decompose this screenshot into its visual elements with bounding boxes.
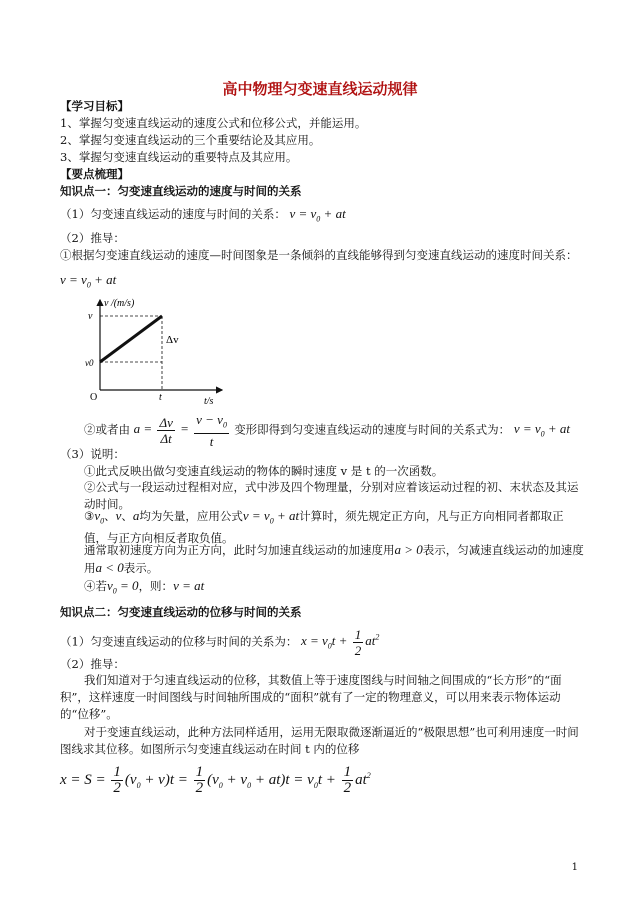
k2-displacement-relation — [60, 622, 380, 658]
velocity-time-graph — [82, 296, 232, 406]
k2-paragraph-2: 对于变速直线运动，此种方法同样适用，运用无限取微逐渐逼近的“极限思想”也可利用速度一时间图线求其位移。如图所示匀变速直线运动在时间 t 内的位移 — [60, 725, 579, 756]
k1-derivation-2-prefix: ②或者由 — [84, 422, 130, 437]
page-title: 高中物理匀变速直线运动规律 — [222, 80, 418, 98]
k1-note-3-text-b: 计算时，须先规定正方向，凡与正方向相同者都取正值，与正方向相反者取负值。 — [84, 509, 564, 545]
k1-velocity-relation — [60, 206, 346, 228]
points-header: 【要点梳理】 — [60, 167, 129, 181]
goal-item-1: 1、掌握匀变速直线运动的速度公式和位移公式，并能运用。 — [60, 116, 367, 130]
k1-derivation-1: ①根据匀变速直线运动的速度—时间图象是一条倾斜的直线能够得到匀变速直线运动的速度时间关系： — [60, 248, 578, 262]
k1-note-1: ①此式反映出做匀变速直线运动的物体的瞬时速度 v 是 t 的一次函数。 — [84, 464, 444, 478]
k1-note-2: ②公式与一段运动过程相对应，式中涉及四个物理量，分别对应着该运动过程的初、末状态及其运动时间。 — [84, 480, 579, 511]
graph-v-label: v — [88, 311, 93, 322]
knowledge-point-1-title: 知识点一：匀变速直线运动的速度与时间的关系 — [60, 184, 302, 198]
goal-item-2: 2、掌握匀变速直线运动的三个重要结论及其应用。 — [60, 133, 321, 147]
formula-area-derivation: x = S = $\frac{1}{2}$ $(v_0 + v)t$ = $\frac{1}{2}$ $(v_0 + v_0 + at)t = v_0t$ + $\frac{1}{2}$ $at^2$ — [60, 764, 371, 797]
knowledge-point-2-title: 知识点二：匀变速直线运动的位移与时间的关系 — [60, 605, 302, 619]
k1-velocity-relation-text: （1）匀变速直线运动的速度与时间的关系： — [60, 207, 286, 221]
k1-derivation-label: （2）推导： — [60, 231, 125, 245]
graph-x-axis-label: t/s — [204, 396, 214, 406]
goal-item-3: 3、掌握匀变速直线运动的重要特点及其应用。 — [60, 150, 298, 164]
formula-displacement: $x = v_0t$ + $\frac{1}{2}$ $at^2$ — [300, 626, 380, 658]
graph-v0-label: v0 — [85, 358, 94, 368]
graph-origin-label: O — [90, 392, 98, 403]
graph-t-label: t — [159, 392, 162, 403]
k1-derivation-2-text: 变形即得到匀变速直线运动的速度与时间的关系式为： — [234, 422, 511, 437]
k1-note-4: 通常取初速度方向为正方向，此时匀加速直线运动的加速度用a > 0表示，匀减速直线运动的加速度用a < 0表示。 — [84, 542, 584, 575]
k1-note-4-text-a: 通常取初速度方向为正方向，此时匀加速直线运动的加速度用 — [84, 543, 395, 557]
formula-v-equals-v0-plus-at-2: $v = v_0$ + at — [60, 272, 117, 290]
graph-delta-v-label: Δv — [166, 334, 179, 346]
k1-derivation-2 — [84, 412, 571, 449]
goals-header: 【学习目标】 — [60, 99, 129, 113]
formula-v-equals-v0-plus-at-3: $v = v_0$ + at — [513, 421, 571, 439]
k2-displacement-relation-text: （1）匀变速直线运动的位移与时间的关系为： — [60, 634, 298, 649]
formula-v-equals-v0-plus-at: $v = v_0$ + at — [289, 206, 346, 224]
page-number: 1 — [571, 862, 578, 873]
k1-notes-label: （3）说明： — [60, 447, 125, 461]
k2-paragraph-1: 我们知道对于匀速直线运动的位移，其数值上等于速度图线与时间轴之间围成的“长方形”的“面积”，这样速度一时间图线与时间轴所围成的“面积”就有了一定的物理意义，可以用来表示物体运动的“位移”。 — [60, 673, 562, 721]
k1-note-4-text-c: 表示。 — [123, 561, 159, 575]
k1-note-5-text-b: ，则： — [138, 579, 174, 593]
k1-note-3-text-a: 均为矢量，应用公式 — [139, 509, 243, 523]
k1-note-5-text-a: ④若 — [84, 579, 107, 593]
k1-note-3: $③v_0$、v、a均为矢量，应用公式$v = v_0$ + at计算时，须先规定正方向，凡与正方向相同者都取正值，与正方向相反者取负值。 — [84, 508, 564, 545]
k1-note-5: ④若$v_0 = 0$，则：v = at — [84, 578, 205, 596]
k1-note-4-text-b: 表示，匀减速直线运动的加速度用 — [84, 543, 584, 575]
graph-y-axis-label: v /(m/s) — [104, 298, 135, 309]
formula-a-definition: a = $\frac{\Delta v}{\Delta t}$ = $\frac{v - v_0}{t}$ — [133, 412, 227, 449]
k2-derivation-label: （2）推导： — [60, 657, 125, 671]
